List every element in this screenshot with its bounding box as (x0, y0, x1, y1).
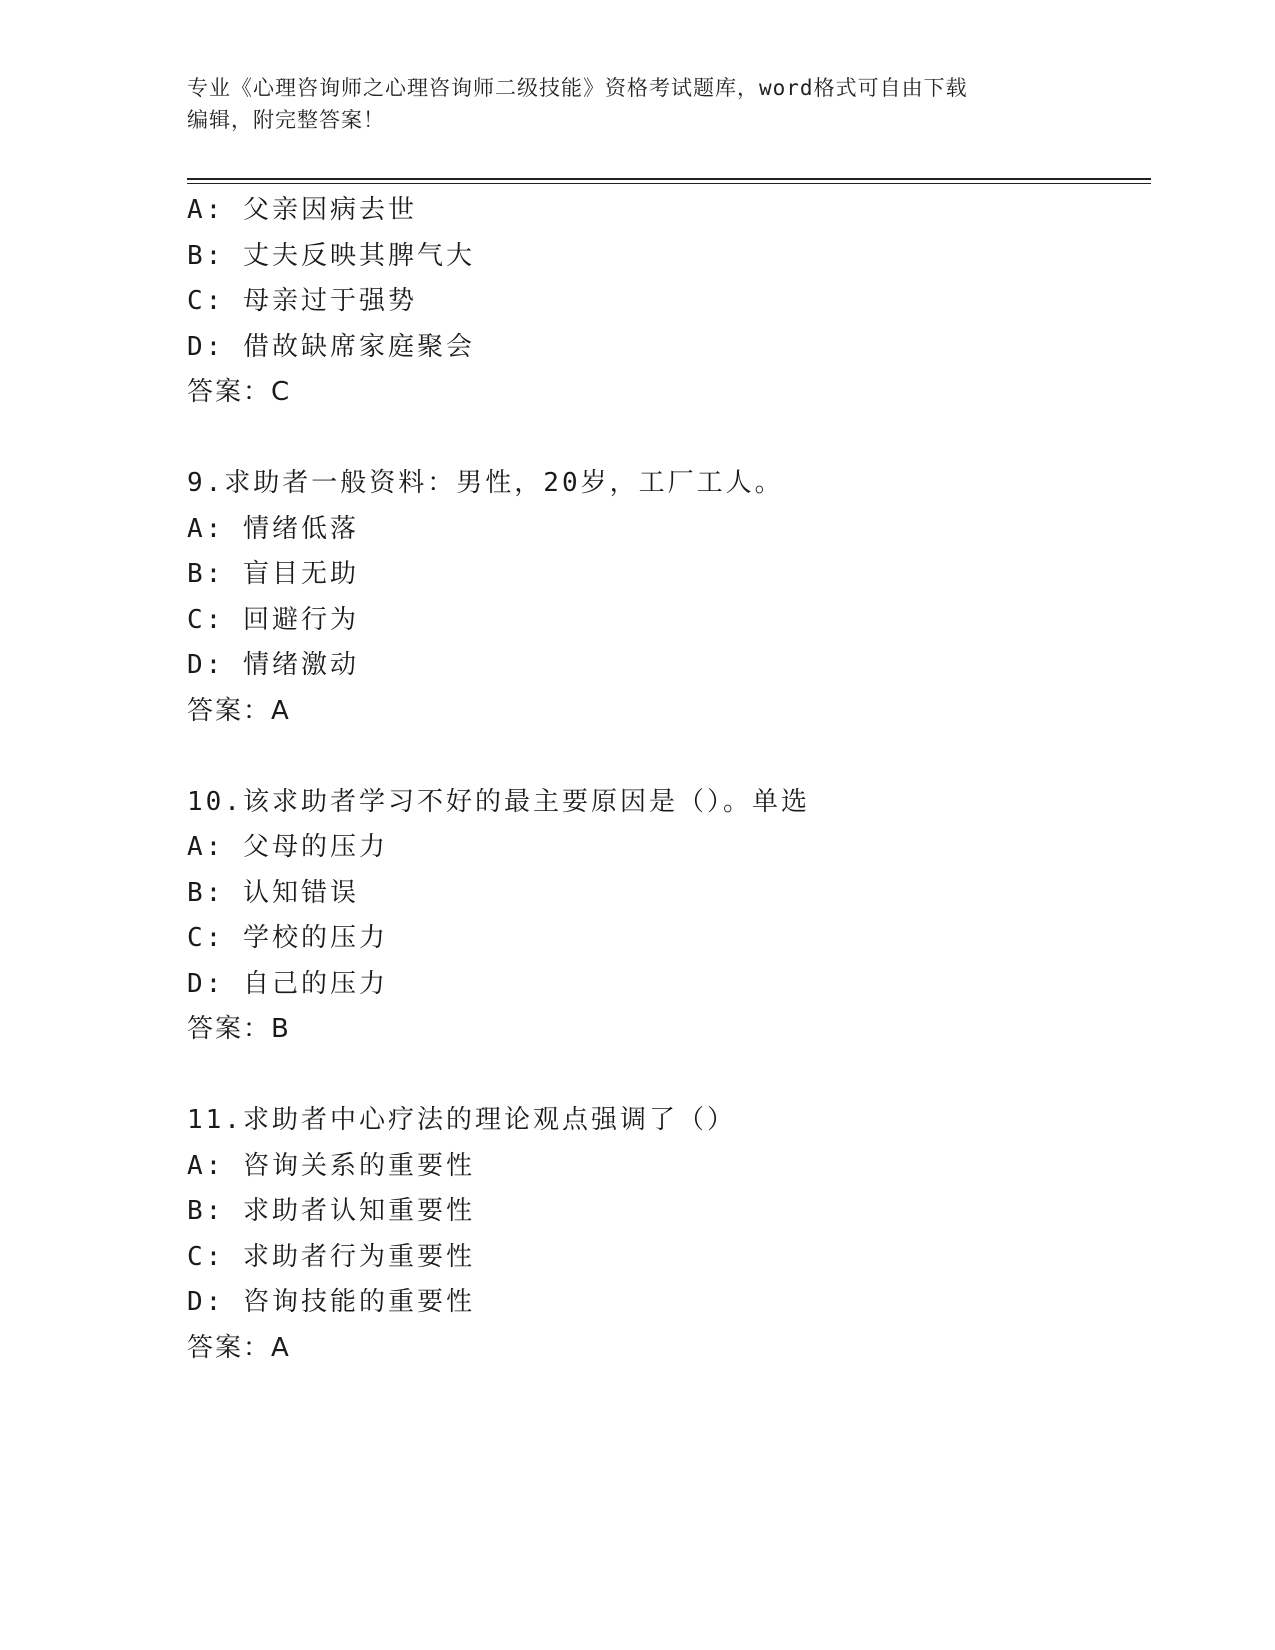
header-line-2: 编辑，附完整答案！ (187, 108, 385, 132)
question-text: 10.该求助者学习不好的最主要原因是（）。单选 (187, 786, 810, 817)
option-a: A: 情绪低落 (187, 513, 359, 544)
option-d: D: 咨询技能的重要性 (187, 1287, 475, 1317)
question-block-8 (187, 188, 1147, 416)
answer-line: 答案：A (187, 1332, 291, 1363)
option-c: C: 回避行为 (187, 604, 359, 635)
question-block-10 (187, 780, 1147, 1053)
question-block-9 (187, 461, 1147, 734)
block-spacer (187, 1053, 1147, 1099)
option-d: D: 自己的压力 (187, 968, 388, 999)
option-d: D: 借故缺席家庭聚会 (187, 331, 475, 362)
question-block-11 (187, 1098, 1147, 1371)
block-spacer (187, 416, 1147, 462)
answer-line: 答案：B (187, 1014, 291, 1044)
option-b: B: 盲目无助 (187, 559, 359, 589)
option-d: D: 情绪激动 (187, 650, 359, 680)
answer-line: 答案：A (187, 695, 291, 726)
question-text: 11.求助者中心疗法的理论观点强调了（） (187, 1105, 736, 1135)
option-c: C: 母亲过于强势 (187, 286, 417, 316)
option-a: A: 咨询关系的重要性 (187, 1150, 475, 1181)
question-text: 9.求助者一般资料：男性，20岁，工厂工人。 (187, 468, 784, 498)
header-rule-thick (187, 178, 1151, 180)
header-rule-thin (187, 183, 1151, 184)
header-line-1: 专业《心理咨询师之心理咨询师二级技能》资格考试题库，word格式可自由下载 (187, 76, 968, 100)
question-list (187, 188, 1147, 1371)
option-a: A: 父母的压力 (187, 832, 388, 862)
option-b: B: 求助者认知重要性 (187, 1196, 475, 1226)
answer-line: 答案：C (187, 377, 292, 407)
option-a: A: 父亲因病去世 (187, 195, 417, 225)
option-c: C: 学校的压力 (187, 923, 388, 953)
option-c: C: 求助者行为重要性 (187, 1241, 475, 1272)
block-spacer (187, 734, 1147, 780)
page-header (187, 72, 1067, 136)
option-b: B: 认知错误 (187, 877, 359, 908)
option-b: B: 丈夫反映其脾气大 (187, 240, 475, 271)
